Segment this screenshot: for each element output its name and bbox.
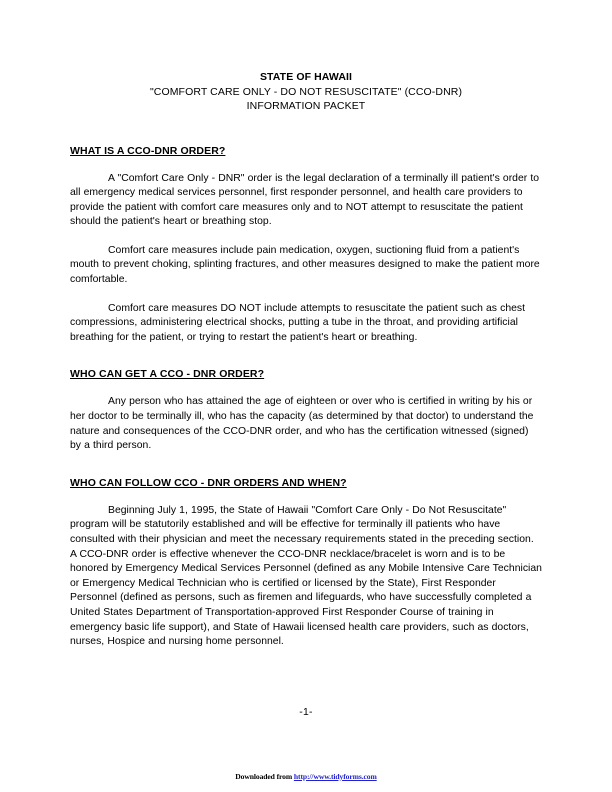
spacer [70, 489, 542, 504]
title-line-program: "COMFORT CARE ONLY - DO NOT RESUSCITATE" (CCO-DNR) [149, 85, 463, 98]
document-title-block [70, 70, 542, 114]
title-line-packet: INFORMATION PACKET [246, 100, 366, 112]
paragraph: Any person who has attained the age of eighteen or over who is certified in writing by his or her doctor to be terminally ill, who has the capacity (as determined by that doctor) to understand the nature and consequences of the CCO-DNR order, and who has the certification witnessed (signed) by a third person. [70, 396, 534, 452]
spacer [70, 230, 542, 244]
spacer [70, 114, 542, 145]
section-heading-who-can-get [70, 368, 542, 380]
footer-prefix-text: Downloaded from [235, 772, 294, 781]
page-number: -1- [299, 707, 313, 718]
paragraph: Beginning July 1, 1995, the State of Hawaii "Comfort Care Only - Do Not Resuscitate" program will be statutorily established and will be effective for terminally ill patients who have consulted with their physician and meet the necessary requirements stated in the preceding section. A CCO-DNR order is effective whenever the CCO-DNR necklace/bracelet is worn and is to be honored by Emergency Medical Services Personnel (defined as any Mobile Intensive Care Technician or Emergency Medical Technician who is certified or licensed by the State), First Responder Personnel (defined as persons, such as firemen and lifeguards, who have successfully completed a United States Department of Transportation-approved First Responder Course of training in emergency basic life support), and State of Hawaii licensed health care providers, such as doctors, nurses, Hospice and nursing home personnel. [70, 504, 542, 648]
spacer [70, 345, 542, 368]
section-heading-who-can-follow [70, 477, 542, 489]
paragraph: A "Comfort Care Only - DNR" order is the legal declaration of a terminally ill patient's order to all emergency medical services personnel, first responder personnel, and health care providers to provide the patient with comfort care measures only and to NOT attempt to resuscitate the patient should the patient's heart or breathing stop. [70, 172, 540, 228]
section-heading-text: WHAT IS A CCO-DNR ORDER? [70, 144, 226, 157]
paragraph: Comfort care measures DO NOT include attempts to resuscitate the patient such as chest compressions, administering electrical shocks, putting a tube in the throat, and providing artificial breathing for the patient, or trying to restart the patient's heart or breathing. [70, 302, 526, 343]
document-body [70, 70, 542, 650]
spacer [70, 288, 542, 302]
spacer [70, 380, 542, 395]
footer-attribution [0, 772, 612, 781]
paragraph: Comfort care measures include pain medication, oxygen, suctioning fluid from a patient's mouth to prevent choking, splinting fractures, and other measures designed to make the patient more comfortable. [70, 244, 540, 286]
spacer [70, 454, 542, 477]
section-heading-text: WHO CAN GET A CCO - DNR ORDER? [70, 368, 265, 381]
footer-url-link[interactable]: http://www.tidyforms.com [293, 772, 377, 781]
title-line-state: STATE OF HAWAII [259, 71, 353, 83]
section-heading-what-is-cco-dnr [70, 145, 542, 157]
spacer [70, 157, 542, 172]
section-heading-text: WHO CAN FOLLOW CCO - DNR ORDERS AND WHEN? [70, 476, 347, 489]
